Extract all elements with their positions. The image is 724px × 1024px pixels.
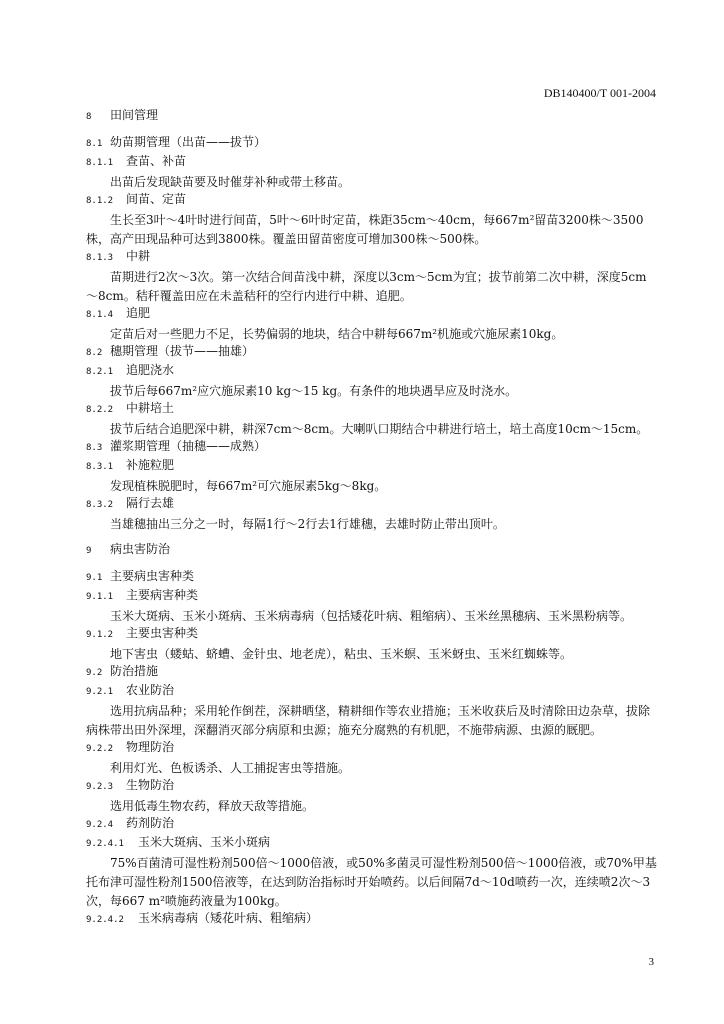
paragraph: 生长至3叶～4叶时进行间苗，5叶～6叶时定苗，株距35cm～40cm，每667m²留苗3200株～3500株，高产田现品种可达到3800株。覆盖田留苗密度可增加300株～500株。 [86,213,644,246]
section-number: 9.2.1 [86,687,114,697]
section-number: 8.3.1 [86,462,114,472]
section-number: 9.2 [86,668,103,678]
section-heading [86,542,658,561]
section-number: 9 [86,546,92,556]
section-title: 主要病虫害种类 [110,569,195,583]
section-title: 追肥 [126,306,151,320]
section-title: 病虫害防治 [110,542,171,556]
section-heading [86,363,658,382]
paragraph: 选用抗病品种；采用轮作倒茬，深耕晒垡，精耕细作等农业措施；玉米收获后及时清除田边杂草，拔除病株带出田外深埋，深翻消灭部分病原和虫源；施充分腐熟的有机肥，不施带病源、虫源的厩肥。 [86,704,651,737]
section-number: 9.2.4.1 [86,839,124,849]
section-title: 物理防治 [126,740,175,754]
section-number: 8.1.1 [86,158,114,168]
section-title: 田间管理 [110,108,159,122]
section-heading [86,154,658,173]
section-number: 8 [86,112,92,122]
section-title: 隔行去雄 [126,496,175,510]
section-title: 灌浆期管理（抽穗——成熟） [110,439,267,453]
section-title: 中耕 [126,249,151,263]
section-title: 农业防治 [126,683,175,697]
section-title: 玉米大斑病、玉米小斑病 [138,835,271,849]
section-number: 8.3 [86,443,103,453]
section-title: 间苗、定苗 [126,192,187,206]
section-number: 9.2.4.2 [86,915,124,925]
page-number: 3 [648,956,654,968]
section-title: 中耕培土 [126,401,175,415]
section-number: 8.3.2 [86,500,114,510]
paragraph: 选用低毒生物农药，释放天敌等措施。 [110,799,315,813]
section-heading [86,835,658,854]
section-heading [86,401,658,420]
section-number: 8.2 [86,348,103,358]
paragraph: 当雄穗抽出三分之一时，每隔1行～2行去1行雄穗，去雄时防止带出顶叶。 [110,517,505,531]
section-heading [86,664,658,683]
section-title: 查苗、补苗 [126,154,187,168]
paragraph: 玉米大斑病、玉米小斑病、玉米病毒病（包括矮花叶病、粗缩病）、玉米丝黑穗病、玉米黑粉病等。 [110,609,633,623]
section-heading [86,306,658,325]
section-heading [86,108,658,127]
section-number: 9.1.1 [86,592,114,602]
section-number: 8.1 [86,139,103,149]
section-heading [86,740,658,759]
section-number: 8.2.2 [86,405,114,415]
paragraph: 苗期进行2次～3次。第一次结合间苗浅中耕，深度以3cm～5cm为宜；拔节前第二次中耕，深度5cm～8cm。秸秆覆盖田应在未盖秸秆的空行内进行中耕、追肥。 [86,270,647,303]
section-title: 幼苗期管理（出苗——拔节） [110,135,267,149]
section-title: 玉米病毒病（矮花叶病、粗缩病） [138,911,319,925]
section-heading [86,778,658,797]
paragraph: 发现植株脱肥时，每667m²可穴施尿素5kg～8kg。 [110,479,387,493]
section-title: 生物防治 [126,778,175,792]
paragraph: 75%百菌清可湿性粉剂500倍～1000倍液，或50%多菌灵可湿性粉剂500倍～1000倍液，或70%甲基托布津可湿性粉剂1500倍液等，在达到防治指标时开始喷药。以后间隔7d～10d喷药一次，连续喷2次～3次，每667 m²喷施药液量为100kg。 [86,856,657,908]
section-heading [86,249,658,268]
section-heading [86,683,658,702]
section-number: 8.2.1 [86,367,114,377]
section-heading [86,192,658,211]
section-title: 药剂防治 [126,816,175,830]
section-heading [86,458,658,477]
section-heading [86,439,658,458]
section-number: 9.2.2 [86,744,114,754]
section-title: 补施粒肥 [126,458,175,472]
section-title: 追肥浇水 [126,363,175,377]
paragraph: 利用灯光、色板诱杀、人工捕捉害虫等措施。 [110,761,351,775]
section-heading [86,816,658,835]
section-heading [86,496,658,515]
section-title: 防治措施 [110,664,159,678]
section-title: 穗期管理（拔节——抽雄） [110,344,255,358]
paragraph: 定苗后对一些肥力不足，长势偏弱的地块，结合中耕每667m²机施或穴施尿素10kg。 [110,327,564,341]
section-number: 9.2.3 [86,782,114,792]
paragraph: 地下害虫（蝼蛄、蛴螬、金针虫、地老虎），粘虫、玉米螟、玉米蚜虫、玉米红蜘蛛等。 [110,647,573,661]
section-title: 主要虫害种类 [126,626,199,640]
document-body [86,108,658,930]
paragraph: 拔节后每667m²应穴施尿素10 kg～15 kg。有条件的地块遇旱应及时浇水。 [110,384,518,398]
paragraph: 拔节后结合追肥深中耕，耕深7cm～8cm。大喇叭口期结合中耕进行培土，培土高度10cm～15cm。 [110,422,649,436]
section-number: 9.1.2 [86,630,114,640]
section-number: 9.2.4 [86,820,114,830]
section-number: 9.1 [86,573,103,583]
section-heading [86,626,658,645]
section-heading [86,911,658,930]
paragraph: 出苗后发现缺苗要及时催芽补种或带土移苗。 [110,175,351,189]
section-number: 8.1.4 [86,310,114,320]
section-heading [86,588,658,607]
section-heading [86,569,658,588]
section-number: 8.1.3 [86,253,114,263]
standard-code: DB140400/T 001-2004 [543,86,656,100]
section-heading [86,135,658,154]
section-heading [86,344,658,363]
section-title: 主要病害种类 [126,588,199,602]
section-number: 8.1.2 [86,196,114,206]
